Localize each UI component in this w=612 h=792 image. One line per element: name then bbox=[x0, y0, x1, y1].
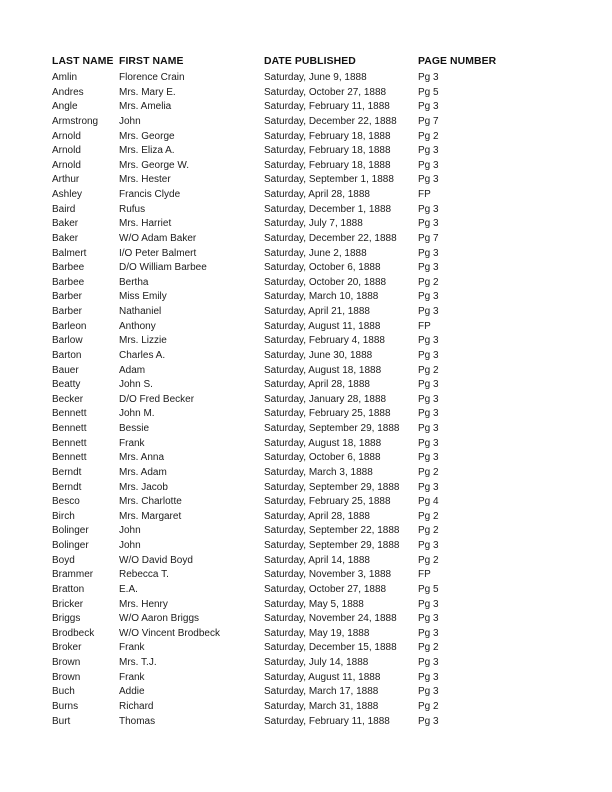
cell-page-number: Pg 2 bbox=[418, 510, 439, 522]
table-row bbox=[52, 86, 518, 101]
cell-last-name: Baird bbox=[52, 203, 76, 215]
cell-first-name: Mrs. Margaret bbox=[119, 510, 182, 522]
table-body bbox=[52, 71, 518, 729]
table-row bbox=[52, 247, 518, 262]
cell-date-published: Saturday, July 14, 1888 bbox=[264, 657, 369, 668]
cell-last-name: Barleon bbox=[52, 320, 87, 332]
table-row bbox=[52, 320, 518, 335]
cell-last-name: Broker bbox=[52, 642, 82, 654]
records-table bbox=[52, 53, 518, 729]
table-row bbox=[52, 378, 518, 393]
cell-first-name: John bbox=[119, 525, 141, 537]
cell-first-name: Richard bbox=[119, 700, 154, 712]
cell-date-published: Saturday, May 5, 1888 bbox=[264, 598, 364, 610]
cell-date-published: Saturday, February 11, 1888 bbox=[264, 101, 390, 113]
cell-last-name: Arthur bbox=[52, 174, 80, 186]
cell-last-name: Barbee bbox=[52, 262, 85, 274]
cell-date-published: Saturday, December 15, 1888 bbox=[264, 642, 397, 654]
table-row bbox=[52, 407, 518, 422]
cell-date-published: Saturday, February 11, 1888 bbox=[264, 715, 390, 727]
table-row bbox=[52, 685, 518, 700]
table-row bbox=[52, 290, 518, 305]
cell-date-published: Saturday, June 2, 1888 bbox=[264, 247, 367, 259]
cell-date-published: Saturday, October 6, 1888 bbox=[264, 262, 381, 274]
cell-first-name: Thomas bbox=[119, 715, 156, 727]
cell-page-number: Pg 3 bbox=[418, 540, 439, 551]
cell-last-name: Bennett bbox=[52, 452, 87, 464]
cell-last-name: Buch bbox=[52, 686, 75, 698]
cell-first-name: Florence Crain bbox=[119, 72, 185, 83]
table-row bbox=[52, 451, 518, 466]
cell-first-name: Mrs. George W. bbox=[119, 159, 190, 171]
table-row bbox=[52, 188, 518, 203]
cell-first-name: Francis Clyde bbox=[119, 189, 181, 200]
cell-last-name: Brammer bbox=[52, 569, 94, 581]
cell-first-name: Mrs. Mary E. bbox=[119, 86, 176, 98]
cell-date-published: Saturday, September 29, 1888 bbox=[264, 481, 400, 493]
cell-last-name: Bennett bbox=[52, 437, 87, 449]
cell-page-number: Pg 3 bbox=[418, 203, 439, 215]
cell-page-number: Pg 3 bbox=[418, 306, 439, 317]
cell-page-number: Pg 7 bbox=[418, 115, 439, 127]
cell-first-name: D/O William Barbee bbox=[119, 262, 207, 274]
cell-date-published: Saturday, February 18, 1888 bbox=[264, 130, 391, 142]
cell-date-published: Saturday, October 27, 1888 bbox=[264, 86, 387, 98]
table-row bbox=[52, 305, 518, 320]
cell-page-number: Pg 3 bbox=[418, 452, 439, 464]
cell-date-published: Saturday, May 19, 1888 bbox=[264, 627, 370, 639]
cell-page-number: Pg 3 bbox=[418, 335, 439, 347]
cell-page-number: Pg 3 bbox=[418, 613, 439, 625]
cell-page-number: Pg 3 bbox=[418, 715, 439, 727]
cell-date-published: Saturday, August 11, 1888 bbox=[264, 320, 381, 332]
cell-date-published: Saturday, October 27, 1888 bbox=[264, 583, 387, 595]
cell-date-published: Saturday, June 9, 1888 bbox=[264, 72, 367, 83]
cell-page-number: Pg 3 bbox=[418, 393, 439, 405]
cell-last-name: Barbee bbox=[52, 276, 85, 288]
cell-first-name: Mrs. T.J. bbox=[119, 657, 157, 668]
cell-first-name: Anthony bbox=[119, 320, 156, 332]
cell-first-name: Mrs. Charlotte bbox=[119, 496, 182, 508]
table-row bbox=[52, 130, 518, 145]
cell-page-number: Pg 3 bbox=[418, 671, 439, 683]
cell-last-name: Bricker bbox=[52, 598, 84, 610]
cell-first-name: Mrs. George bbox=[119, 130, 175, 142]
cell-date-published: Saturday, November 24, 1888 bbox=[264, 613, 397, 625]
cell-date-published: Saturday, November 3, 1888 bbox=[264, 569, 392, 581]
cell-last-name: Berndt bbox=[52, 481, 82, 493]
table-row bbox=[52, 115, 518, 130]
cell-first-name: Mrs. Henry bbox=[119, 598, 168, 610]
table-row bbox=[52, 173, 518, 188]
cell-page-number: Pg 2 bbox=[418, 130, 439, 142]
column-header-page-number: PAGE NUMBER bbox=[418, 56, 497, 67]
table-row bbox=[52, 495, 518, 510]
table-row bbox=[52, 627, 518, 642]
cell-first-name: John S. bbox=[119, 379, 153, 391]
cell-date-published: Saturday, April 21, 1888 bbox=[264, 306, 370, 317]
cell-first-name: Frank bbox=[119, 642, 145, 654]
cell-date-published: Saturday, July 7, 1888 bbox=[264, 218, 363, 230]
cell-page-number: Pg 3 bbox=[418, 101, 439, 113]
cell-page-number: FP bbox=[418, 569, 431, 581]
cell-date-published: Saturday, June 30, 1888 bbox=[264, 349, 373, 361]
cell-last-name: Brown bbox=[52, 657, 81, 668]
cell-date-published: Saturday, February 25, 1888 bbox=[264, 408, 391, 420]
table-row bbox=[52, 466, 518, 481]
column-header-first-name: FIRST NAME bbox=[119, 56, 184, 67]
cell-page-number: Pg 7 bbox=[418, 232, 439, 244]
table-row bbox=[52, 524, 518, 539]
cell-date-published: Saturday, August 18, 1888 bbox=[264, 364, 382, 376]
cell-last-name: Brodbeck bbox=[52, 627, 95, 639]
cell-first-name: John M. bbox=[119, 408, 155, 420]
cell-date-published: Saturday, February 4, 1888 bbox=[264, 335, 385, 347]
cell-page-number: Pg 2 bbox=[418, 276, 439, 288]
cell-last-name: Armstrong bbox=[52, 115, 99, 127]
table-row bbox=[52, 641, 518, 656]
cell-page-number: Pg 3 bbox=[418, 481, 439, 493]
table-row bbox=[52, 100, 518, 115]
cell-last-name: Angle bbox=[52, 101, 78, 113]
cell-date-published: Saturday, January 28, 1888 bbox=[264, 393, 387, 405]
cell-page-number: FP bbox=[418, 320, 431, 332]
table-row bbox=[52, 671, 518, 686]
cell-date-published: Saturday, April 28, 1888 bbox=[264, 189, 370, 200]
cell-last-name: Amlin bbox=[52, 72, 78, 83]
cell-date-published: Saturday, September 22, 1888 bbox=[264, 525, 400, 537]
table-row bbox=[52, 715, 518, 730]
cell-first-name: Mrs. Adam bbox=[119, 466, 167, 478]
table-row bbox=[52, 349, 518, 364]
cell-page-number: Pg 3 bbox=[418, 408, 439, 420]
cell-last-name: Beatty bbox=[52, 379, 81, 391]
cell-page-number: Pg 5 bbox=[418, 583, 439, 595]
cell-date-published: Saturday, April 28, 1888 bbox=[264, 510, 370, 522]
table-row bbox=[52, 510, 518, 525]
cell-page-number: Pg 3 bbox=[418, 627, 439, 639]
cell-first-name: Frank bbox=[119, 437, 145, 449]
cell-last-name: Besco bbox=[52, 496, 80, 508]
cell-last-name: Brown bbox=[52, 671, 81, 683]
column-header-date-published: DATE PUBLISHED bbox=[264, 56, 356, 67]
cell-first-name: Mrs. Lizzie bbox=[119, 335, 167, 347]
cell-page-number: Pg 3 bbox=[418, 174, 439, 186]
cell-last-name: Bolinger bbox=[52, 540, 89, 551]
cell-date-published: Saturday, October 20, 1888 bbox=[264, 276, 387, 288]
cell-page-number: Pg 3 bbox=[418, 349, 439, 361]
cell-page-number: Pg 2 bbox=[418, 525, 439, 537]
cell-last-name: Balmert bbox=[52, 247, 87, 259]
cell-date-published: Saturday, March 10, 1888 bbox=[264, 291, 379, 303]
cell-last-name: Bratton bbox=[52, 583, 85, 595]
cell-page-number: Pg 3 bbox=[418, 657, 439, 668]
cell-last-name: Becker bbox=[52, 393, 84, 405]
cell-first-name: Adam bbox=[119, 364, 146, 376]
cell-last-name: Barlow bbox=[52, 335, 83, 347]
cell-last-name: Baker bbox=[52, 218, 79, 230]
cell-page-number: Pg 2 bbox=[418, 700, 439, 712]
cell-last-name: Bauer bbox=[52, 364, 79, 376]
cell-first-name: Bessie bbox=[119, 423, 150, 434]
cell-first-name: I/O Peter Balmert bbox=[119, 247, 197, 259]
cell-first-name: Frank bbox=[119, 671, 145, 683]
cell-last-name: Barber bbox=[52, 291, 83, 303]
cell-last-name: Bolinger bbox=[52, 525, 89, 537]
table-row bbox=[52, 393, 518, 408]
cell-page-number: Pg 2 bbox=[418, 364, 439, 376]
cell-date-published: Saturday, February 18, 1888 bbox=[264, 159, 391, 171]
cell-last-name: Ashley bbox=[52, 189, 83, 200]
cell-last-name: Burt bbox=[52, 715, 71, 727]
cell-last-name: Baker bbox=[52, 232, 79, 244]
cell-page-number: Pg 2 bbox=[418, 642, 439, 654]
cell-last-name: Arnold bbox=[52, 145, 81, 157]
cell-page-number: Pg 3 bbox=[418, 218, 439, 230]
table-row bbox=[52, 144, 518, 159]
cell-page-number: Pg 4 bbox=[418, 496, 439, 508]
cell-page-number: Pg 3 bbox=[418, 145, 439, 157]
table-row bbox=[52, 276, 518, 291]
cell-first-name: Mrs. Anna bbox=[119, 452, 165, 464]
cell-last-name: Barber bbox=[52, 306, 83, 317]
cell-first-name: W/O Vincent Brodbeck bbox=[119, 627, 220, 639]
cell-first-name: Nathaniel bbox=[119, 306, 162, 317]
cell-first-name: Mrs. Harriet bbox=[119, 218, 172, 230]
cell-first-name: W/O Aaron Briggs bbox=[119, 613, 200, 625]
table-row bbox=[52, 232, 518, 247]
cell-date-published: Saturday, March 31, 1888 bbox=[264, 700, 379, 712]
cell-last-name: Burns bbox=[52, 700, 79, 712]
cell-first-name: W/O David Boyd bbox=[119, 554, 193, 566]
cell-first-name: Bertha bbox=[119, 276, 149, 288]
cell-date-published: Saturday, April 14, 1888 bbox=[264, 554, 370, 566]
cell-date-published: Saturday, December 1, 1888 bbox=[264, 203, 392, 215]
cell-first-name: Rebecca T. bbox=[119, 569, 169, 581]
cell-last-name: Barton bbox=[52, 349, 82, 361]
table-row bbox=[52, 481, 518, 496]
table-row bbox=[52, 598, 518, 613]
table-row bbox=[52, 334, 518, 349]
cell-date-published: Saturday, October 6, 1888 bbox=[264, 452, 381, 464]
column-header-last-name: LAST NAME bbox=[52, 56, 114, 67]
cell-first-name: Mrs. Jacob bbox=[119, 481, 168, 493]
cell-last-name: Andres bbox=[52, 86, 84, 98]
cell-first-name: John bbox=[119, 540, 141, 551]
cell-date-published: Saturday, March 3, 1888 bbox=[264, 466, 373, 478]
table-row bbox=[52, 437, 518, 452]
cell-first-name: D/O Fred Becker bbox=[119, 393, 195, 405]
cell-page-number: Pg 3 bbox=[418, 72, 439, 83]
cell-page-number: Pg 3 bbox=[418, 291, 439, 303]
cell-page-number: Pg 3 bbox=[418, 437, 439, 449]
cell-last-name: Arnold bbox=[52, 130, 81, 142]
table-row bbox=[52, 656, 518, 671]
cell-page-number: Pg 3 bbox=[418, 598, 439, 610]
cell-last-name: Arnold bbox=[52, 159, 81, 171]
cell-page-number: Pg 5 bbox=[418, 86, 439, 98]
cell-last-name: Bennett bbox=[52, 423, 87, 434]
cell-date-published: Saturday, April 28, 1888 bbox=[264, 379, 370, 391]
table-row bbox=[52, 583, 518, 598]
cell-last-name: Briggs bbox=[52, 613, 81, 625]
cell-last-name: Bennett bbox=[52, 408, 87, 420]
cell-page-number: Pg 2 bbox=[418, 466, 439, 478]
table-row bbox=[52, 203, 518, 218]
cell-date-published: Saturday, February 25, 1888 bbox=[264, 496, 391, 508]
table-row bbox=[52, 554, 518, 569]
cell-first-name: Mrs. Eliza A. bbox=[119, 145, 175, 157]
cell-page-number: FP bbox=[418, 189, 431, 200]
table-row bbox=[52, 422, 518, 437]
cell-first-name: Mrs. Amelia bbox=[119, 101, 172, 113]
cell-page-number: Pg 3 bbox=[418, 159, 439, 171]
table-header-row bbox=[52, 53, 518, 71]
table-row bbox=[52, 568, 518, 583]
cell-page-number: Pg 3 bbox=[418, 423, 439, 434]
table-row bbox=[52, 261, 518, 276]
table-row bbox=[52, 700, 518, 715]
cell-last-name: Boyd bbox=[52, 554, 75, 566]
table-row bbox=[52, 217, 518, 232]
cell-first-name: E.A. bbox=[119, 583, 138, 595]
cell-date-published: Saturday, September 1, 1888 bbox=[264, 174, 394, 186]
cell-first-name: John bbox=[119, 115, 141, 127]
cell-date-published: Saturday, December 22, 1888 bbox=[264, 232, 397, 244]
cell-first-name: Miss Emily bbox=[119, 291, 167, 303]
cell-page-number: Pg 3 bbox=[418, 379, 439, 391]
cell-date-published: Saturday, September 29, 1888 bbox=[264, 540, 400, 551]
cell-date-published: Saturday, August 11, 1888 bbox=[264, 671, 381, 683]
cell-first-name: Rufus bbox=[119, 203, 146, 215]
cell-first-name: Mrs. Hester bbox=[119, 174, 171, 186]
cell-date-published: Saturday, September 29, 1888 bbox=[264, 423, 400, 434]
cell-last-name: Berndt bbox=[52, 466, 82, 478]
cell-page-number: Pg 2 bbox=[418, 554, 439, 566]
cell-first-name: Addie bbox=[119, 686, 145, 698]
cell-page-number: Pg 3 bbox=[418, 686, 439, 698]
table-row bbox=[52, 364, 518, 379]
cell-page-number: Pg 3 bbox=[418, 247, 439, 259]
table-row bbox=[52, 612, 518, 627]
cell-first-name: W/O Adam Baker bbox=[119, 232, 197, 244]
cell-page-number: Pg 3 bbox=[418, 262, 439, 274]
cell-date-published: Saturday, December 22, 1888 bbox=[264, 115, 397, 127]
table-row bbox=[52, 539, 518, 554]
cell-last-name: Birch bbox=[52, 510, 75, 522]
cell-date-published: Saturday, February 18, 1888 bbox=[264, 145, 391, 157]
table-row bbox=[52, 159, 518, 174]
cell-date-published: Saturday, March 17, 1888 bbox=[264, 686, 379, 698]
cell-date-published: Saturday, August 18, 1888 bbox=[264, 437, 382, 449]
cell-first-name: Charles A. bbox=[119, 349, 166, 361]
table-row bbox=[52, 71, 518, 86]
